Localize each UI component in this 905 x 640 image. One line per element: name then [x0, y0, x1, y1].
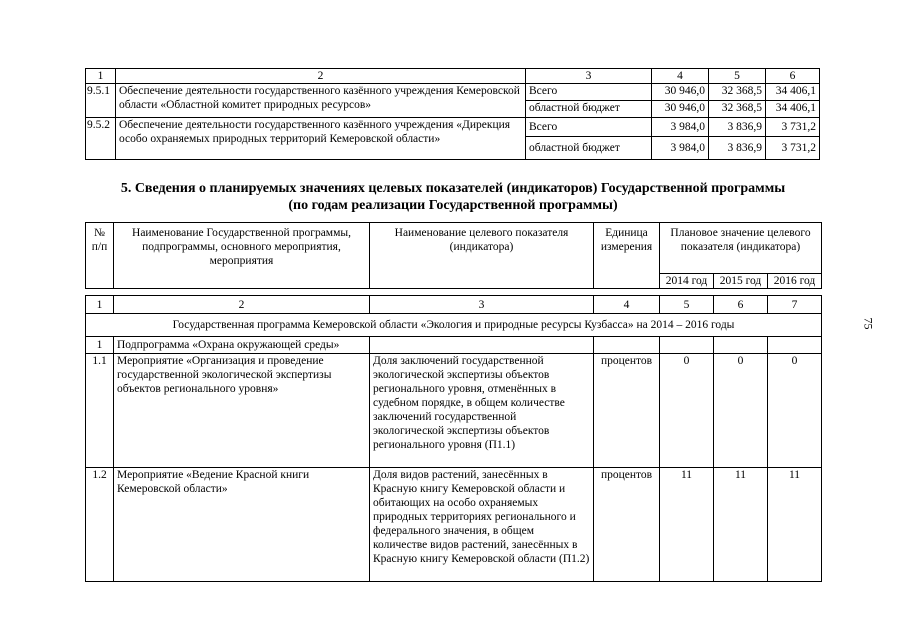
value-2014: 3 984,0: [652, 118, 709, 137]
unit: процентов: [594, 468, 660, 582]
value-2016: 34 406,1: [766, 84, 820, 101]
value-2016: 3 731,2: [766, 118, 820, 137]
activity-name: Мероприятие «Организация и проведение государственной экологической экспертизы объектов регионального уровня»: [114, 354, 370, 468]
value-2014: 30 946,0: [652, 84, 709, 101]
value-2015: 11: [714, 468, 768, 582]
header-cell: 3: [526, 69, 652, 84]
program-name: Государственная программа Кемеровской области «Экология и природные ресурсы Кузбасса» на 2014 – 2016 годы: [86, 314, 822, 337]
value-2014: 11: [660, 468, 714, 582]
subprogram-name: Подпрограмма «Охрана окружающей среды»: [114, 337, 370, 354]
header-unit: Единица измерения: [594, 223, 660, 289]
header-indicator: Наименование целевого показателя (индикатора): [370, 223, 594, 289]
funding-source: областной бюджет: [526, 137, 652, 160]
section-title-line: 5. Сведения о планируемых значениях целевых показателей (индикаторов) Государственной программы: [120, 181, 786, 196]
column-number: 4: [594, 296, 660, 314]
header-cell: 2: [116, 69, 526, 84]
header-year-2016: 2016 год: [768, 274, 822, 289]
funding-source: областной бюджет: [526, 101, 652, 118]
indicator-name: Доля заключений государственной экологической экспертизы объектов регионального уровня, отменённых в судебном порядке, в общем количестве заключений государственной экологической экспертизы объектов регионального уровня (П1.1): [370, 354, 594, 468]
header-cell: 5: [709, 69, 766, 84]
header-cell: 4: [652, 69, 709, 84]
row-number: 1.1: [86, 354, 114, 468]
funding-table-header: [86, 69, 820, 84]
table-row: [86, 354, 822, 468]
column-number: 7: [768, 296, 822, 314]
section-title: [85, 180, 821, 214]
subprogram-row: [86, 337, 822, 354]
row-number: 1.2: [86, 468, 114, 582]
funding-source: Всего: [526, 118, 652, 137]
value-2015: 3 836,9: [709, 137, 766, 160]
column-number: 6: [714, 296, 768, 314]
page-number: 75: [861, 317, 876, 330]
value-2014: 30 946,0: [652, 101, 709, 118]
column-number: 2: [114, 296, 370, 314]
value-2014: 0: [660, 354, 714, 468]
activity-name: Обеспечение деятельности государственного казённого учреждения «Дирекция особо охраняемых природных территорий Кемеровской области»: [116, 118, 526, 160]
value-2016: 34 406,1: [766, 101, 820, 118]
funding-source: Всего: [526, 84, 652, 101]
subprogram-number: 1: [86, 337, 114, 354]
header-year-2015: 2015 год: [714, 274, 768, 289]
value-2016: 3 731,2: [766, 137, 820, 160]
header-cell: 6: [766, 69, 820, 84]
header-cell: 1: [86, 69, 116, 84]
column-number: 3: [370, 296, 594, 314]
table-row: [86, 118, 820, 137]
column-number: 1: [86, 296, 114, 314]
value-2014: 3 984,0: [652, 137, 709, 160]
activity-name: Мероприятие «Ведение Красной книги Кемеровской области»: [114, 468, 370, 582]
header-year-2014: 2014 год: [660, 274, 714, 289]
value-2015: 32 368,5: [709, 84, 766, 101]
table-spacer: [86, 289, 822, 296]
column-number: 5: [660, 296, 714, 314]
table-row: [86, 468, 822, 582]
value-2015: 3 836,9: [709, 118, 766, 137]
section-title-line: (по годам реализации Государственной программы): [288, 198, 618, 213]
header-planned: Плановое значение целевого показателя (индикатора): [660, 223, 822, 274]
indicator-name: Доля видов растений, занесённых в Красную книгу Кемеровской области и обитающих на особо охраняемых природных территориях регионального и федерального значения, в общем количестве видов растений, занесённых в Красную книгу Кемеровской области (П1.2): [370, 468, 594, 582]
value-2016: 11: [768, 468, 822, 582]
activity-name: Обеспечение деятельности государственного казённого учреждения Кемеровской области «Областной комитет природных ресурсов»: [116, 84, 526, 118]
column-numbers: [86, 296, 822, 314]
row-number: 9.5.2: [86, 118, 116, 160]
row-number: 9.5.1: [86, 84, 116, 118]
header-program: Наименование Государственной программы, подпрограммы, основного мероприятия, мероприятия: [114, 223, 370, 289]
indicators-header: [86, 223, 822, 274]
value-2015: 0: [714, 354, 768, 468]
header-num: № п/п: [86, 223, 114, 289]
table-row: [86, 84, 820, 101]
unit: процентов: [594, 354, 660, 468]
program-row: [86, 314, 822, 337]
funding-table: [85, 68, 820, 160]
indicators-table: [85, 222, 822, 582]
value-2015: 32 368,5: [709, 101, 766, 118]
value-2016: 0: [768, 354, 822, 468]
